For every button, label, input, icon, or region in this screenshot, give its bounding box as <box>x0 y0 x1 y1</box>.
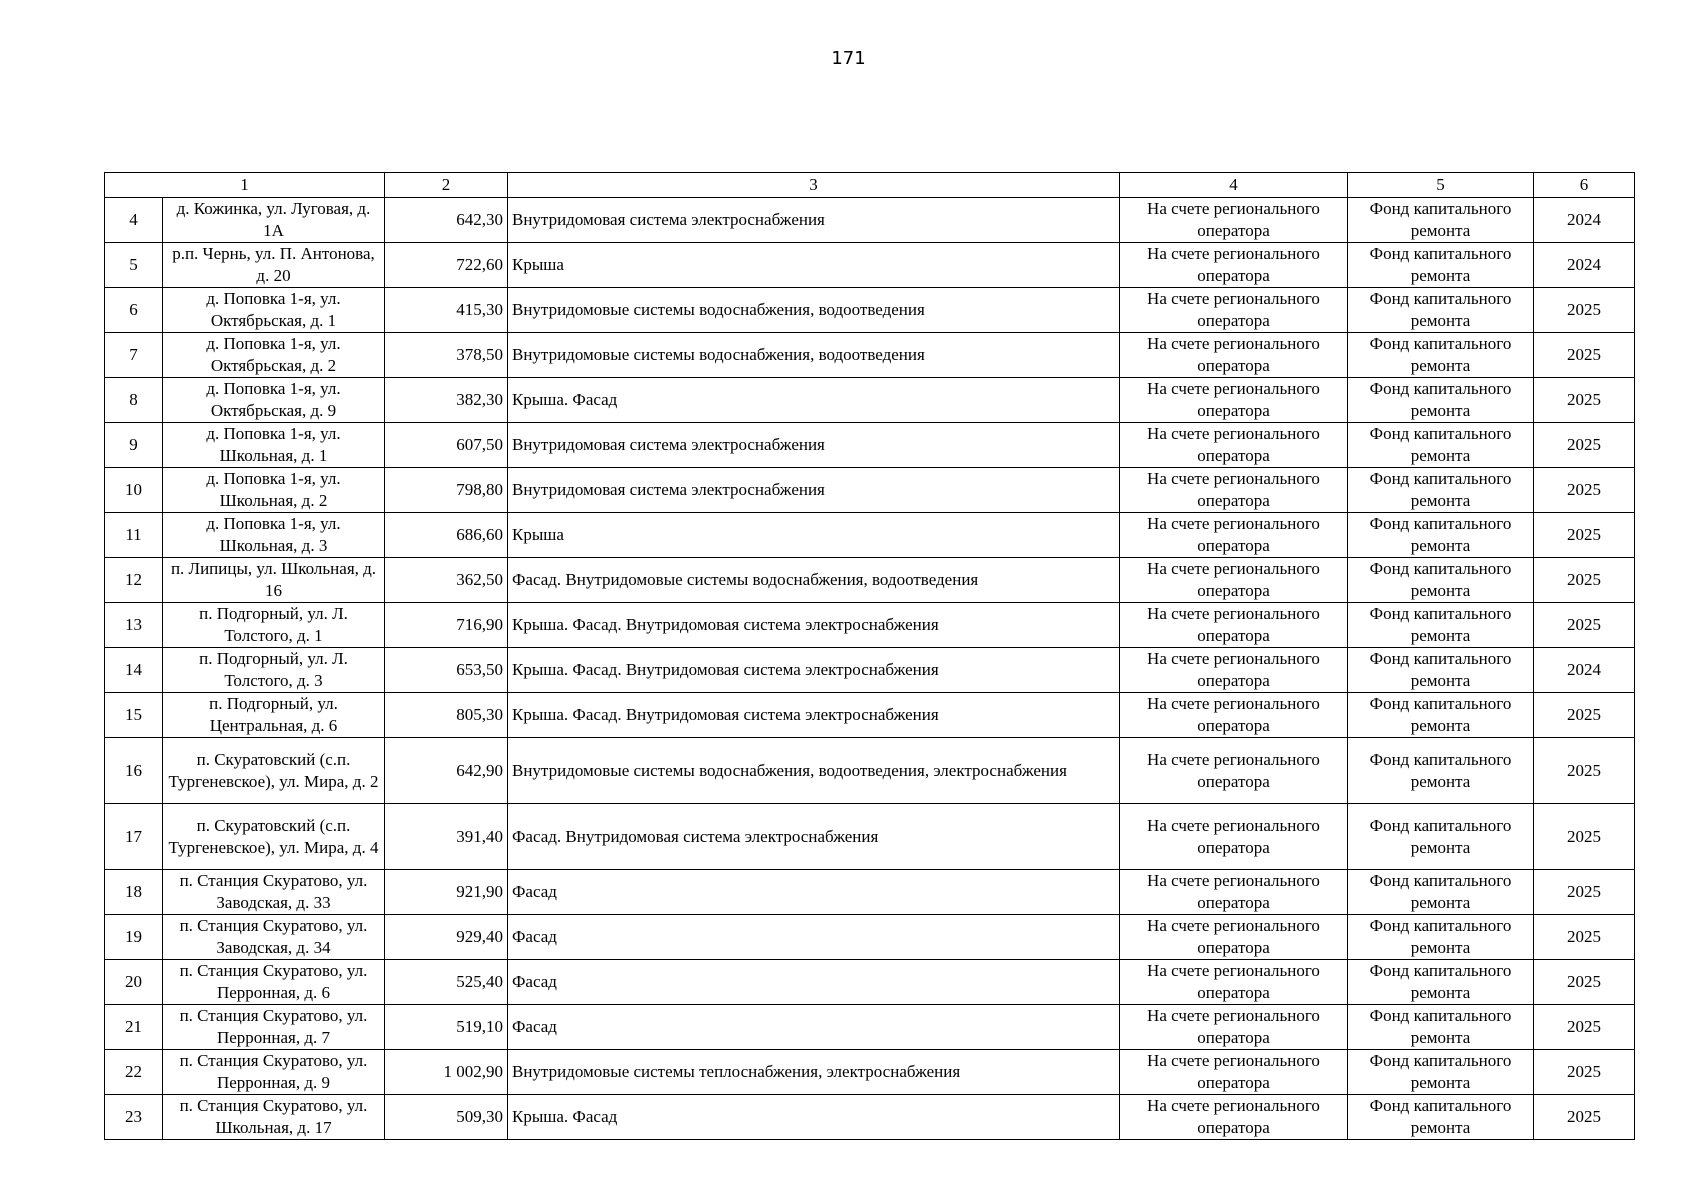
funding-method: На счете регионального оператора <box>1120 288 1348 333</box>
header-col-2: 2 <box>385 173 508 198</box>
year: 2025 <box>1534 1095 1635 1140</box>
funding-method: На счете регионального оператора <box>1120 738 1348 804</box>
address: п. Станция Скуратово, ул. Заводская, д. 33 <box>163 870 385 915</box>
row-number: 13 <box>105 603 163 648</box>
table-row <box>105 288 1635 333</box>
year: 2025 <box>1534 960 1635 1005</box>
work-type: Фасад. Внутридомовые системы водоснабжения, водоотведения <box>508 558 1120 603</box>
table-row <box>105 423 1635 468</box>
funding-source: Фонд капитального ремонта <box>1348 1095 1534 1140</box>
area: 722,60 <box>385 243 508 288</box>
area: 921,90 <box>385 870 508 915</box>
row-number: 6 <box>105 288 163 333</box>
funding-source: Фонд капитального ремонта <box>1348 558 1534 603</box>
area: 1 002,90 <box>385 1050 508 1095</box>
year: 2025 <box>1534 738 1635 804</box>
area: 391,40 <box>385 804 508 870</box>
year: 2025 <box>1534 558 1635 603</box>
work-type: Внутридомовые системы водоснабжения, водоотведения <box>508 288 1120 333</box>
address: п. Скуратовский (с.п. Тургеневское), ул. Мира, д. 4 <box>163 804 385 870</box>
funding-method: На счете регионального оператора <box>1120 468 1348 513</box>
work-type: Крыша <box>508 513 1120 558</box>
row-number: 19 <box>105 915 163 960</box>
funding-method: На счете регионального оператора <box>1120 870 1348 915</box>
funding-source: Фонд капитального ремонта <box>1348 960 1534 1005</box>
year: 2025 <box>1534 333 1635 378</box>
address: д. Поповка 1-я, ул. Октябрьская, д. 2 <box>163 333 385 378</box>
row-number: 16 <box>105 738 163 804</box>
header-col-6: 6 <box>1534 173 1635 198</box>
year: 2025 <box>1534 378 1635 423</box>
table-row <box>105 693 1635 738</box>
year: 2025 <box>1534 1005 1635 1050</box>
year: 2024 <box>1534 243 1635 288</box>
address: п. Скуратовский (с.п. Тургеневское), ул. Мира, д. 2 <box>163 738 385 804</box>
work-type: Внутридомовая система электроснабжения <box>508 423 1120 468</box>
table-row <box>105 603 1635 648</box>
work-type: Крыша <box>508 243 1120 288</box>
address: п. Станция Скуратово, ул. Школьная, д. 17 <box>163 1095 385 1140</box>
address: п. Подгорный, ул. Л. Толстого, д. 1 <box>163 603 385 648</box>
funding-method: На счете регионального оператора <box>1120 513 1348 558</box>
address: д. Кожинка, ул. Луговая, д. 1А <box>163 198 385 243</box>
row-number: 7 <box>105 333 163 378</box>
row-number: 14 <box>105 648 163 693</box>
work-type: Внутридомовая система электроснабжения <box>508 468 1120 513</box>
work-type: Крыша. Фасад <box>508 378 1120 423</box>
funding-source: Фонд капитального ремонта <box>1348 648 1534 693</box>
table-row <box>105 915 1635 960</box>
header-col-3: 3 <box>508 173 1120 198</box>
funding-source: Фонд капитального ремонта <box>1348 243 1534 288</box>
work-type: Крыша. Фасад <box>508 1095 1120 1140</box>
address: п. Станция Скуратово, ул. Перронная, д. 7 <box>163 1005 385 1050</box>
table-row <box>105 513 1635 558</box>
funding-source: Фонд капитального ремонта <box>1348 738 1534 804</box>
funding-method: На счете регионального оператора <box>1120 1005 1348 1050</box>
address: п. Станция Скуратово, ул. Заводская, д. 34 <box>163 915 385 960</box>
funding-source: Фонд капитального ремонта <box>1348 804 1534 870</box>
funding-method: На счете регионального оператора <box>1120 804 1348 870</box>
funding-method: На счете регионального оператора <box>1120 198 1348 243</box>
row-number: 15 <box>105 693 163 738</box>
row-number: 12 <box>105 558 163 603</box>
funding-source: Фонд капитального ремонта <box>1348 915 1534 960</box>
area: 382,30 <box>385 378 508 423</box>
area: 798,80 <box>385 468 508 513</box>
table-row <box>105 198 1635 243</box>
funding-method: На счете регионального оператора <box>1120 243 1348 288</box>
funding-source: Фонд капитального ремонта <box>1348 198 1534 243</box>
funding-source: Фонд капитального ремонта <box>1348 513 1534 558</box>
year: 2025 <box>1534 870 1635 915</box>
address: д. Поповка 1-я, ул. Школьная, д. 3 <box>163 513 385 558</box>
row-number: 5 <box>105 243 163 288</box>
header-col-5: 5 <box>1348 173 1534 198</box>
area: 607,50 <box>385 423 508 468</box>
row-number: 22 <box>105 1050 163 1095</box>
table-row <box>105 1050 1635 1095</box>
address: п. Подгорный, ул. Л. Толстого, д. 3 <box>163 648 385 693</box>
work-type: Крыша. Фасад. Внутридомовая система электроснабжения <box>508 693 1120 738</box>
funding-method: На счете регионального оператора <box>1120 693 1348 738</box>
area: 378,50 <box>385 333 508 378</box>
table-row <box>105 1095 1635 1140</box>
address: д. Поповка 1-я, ул. Октябрьская, д. 1 <box>163 288 385 333</box>
funding-source: Фонд капитального ремонта <box>1348 870 1534 915</box>
table-row <box>105 960 1635 1005</box>
row-number: 23 <box>105 1095 163 1140</box>
address: р.п. Чернь, ул. П. Антонова, д. 20 <box>163 243 385 288</box>
table-row <box>105 804 1635 870</box>
work-type: Внутридомовые системы водоснабжения, водоотведения <box>508 333 1120 378</box>
funding-method: На счете регионального оператора <box>1120 915 1348 960</box>
year: 2024 <box>1534 198 1635 243</box>
funding-method: На счете регионального оператора <box>1120 960 1348 1005</box>
area: 362,50 <box>385 558 508 603</box>
work-type: Фасад <box>508 960 1120 1005</box>
funding-method: На счете регионального оператора <box>1120 558 1348 603</box>
work-type: Внутридомовые системы теплоснабжения, электроснабжения <box>508 1050 1120 1095</box>
area: 642,90 <box>385 738 508 804</box>
table-row <box>105 378 1635 423</box>
funding-method: На счете регионального оператора <box>1120 423 1348 468</box>
header-col-1: 1 <box>105 173 385 198</box>
address: п. Станция Скуратово, ул. Перронная, д. 9 <box>163 1050 385 1095</box>
row-number: 9 <box>105 423 163 468</box>
header-row <box>105 173 1635 198</box>
table-row <box>105 558 1635 603</box>
table-row <box>105 468 1635 513</box>
capital-repair-table <box>104 172 1635 1140</box>
area: 653,50 <box>385 648 508 693</box>
area: 686,60 <box>385 513 508 558</box>
address: д. Поповка 1-я, ул. Октябрьская, д. 9 <box>163 378 385 423</box>
year: 2025 <box>1534 1050 1635 1095</box>
area: 519,10 <box>385 1005 508 1050</box>
funding-method: На счете регионального оператора <box>1120 648 1348 693</box>
row-number: 18 <box>105 870 163 915</box>
table-row <box>105 648 1635 693</box>
area: 415,30 <box>385 288 508 333</box>
funding-source: Фонд капитального ремонта <box>1348 603 1534 648</box>
funding-method: На счете регионального оператора <box>1120 333 1348 378</box>
row-number: 4 <box>105 198 163 243</box>
work-type: Фасад <box>508 1005 1120 1050</box>
address: п. Липицы, ул. Школьная, д. 16 <box>163 558 385 603</box>
funding-source: Фонд капитального ремонта <box>1348 693 1534 738</box>
year: 2025 <box>1534 468 1635 513</box>
row-number: 20 <box>105 960 163 1005</box>
work-type: Внутридомовые системы водоснабжения, водоотведения, электроснабжения <box>508 738 1120 804</box>
table-row <box>105 1005 1635 1050</box>
table-row <box>105 243 1635 288</box>
funding-source: Фонд капитального ремонта <box>1348 333 1534 378</box>
header-col-4: 4 <box>1120 173 1348 198</box>
area: 929,40 <box>385 915 508 960</box>
year: 2025 <box>1534 915 1635 960</box>
funding-source: Фонд капитального ремонта <box>1348 288 1534 333</box>
row-number: 8 <box>105 378 163 423</box>
work-type: Внутридомовая система электроснабжения <box>508 198 1120 243</box>
year: 2025 <box>1534 423 1635 468</box>
area: 805,30 <box>385 693 508 738</box>
funding-source: Фонд капитального ремонта <box>1348 1005 1534 1050</box>
year: 2025 <box>1534 804 1635 870</box>
year: 2025 <box>1534 693 1635 738</box>
funding-source: Фонд капитального ремонта <box>1348 468 1534 513</box>
funding-method: На счете регионального оператора <box>1120 603 1348 648</box>
year: 2024 <box>1534 648 1635 693</box>
year: 2025 <box>1534 603 1635 648</box>
row-number: 11 <box>105 513 163 558</box>
row-number: 21 <box>105 1005 163 1050</box>
work-type: Фасад <box>508 915 1120 960</box>
area: 716,90 <box>385 603 508 648</box>
work-type: Крыша. Фасад. Внутридомовая система электроснабжения <box>508 603 1120 648</box>
address: д. Поповка 1-я, ул. Школьная, д. 1 <box>163 423 385 468</box>
area: 642,30 <box>385 198 508 243</box>
funding-method: На счете регионального оператора <box>1120 1050 1348 1095</box>
funding-source: Фонд капитального ремонта <box>1348 378 1534 423</box>
funding-method: На счете регионального оператора <box>1120 1095 1348 1140</box>
row-number: 17 <box>105 804 163 870</box>
year: 2025 <box>1534 288 1635 333</box>
funding-source: Фонд капитального ремонта <box>1348 423 1534 468</box>
page-number: 171 <box>831 48 866 69</box>
funding-source: Фонд капитального ремонта <box>1348 1050 1534 1095</box>
table-row <box>105 870 1635 915</box>
table-row <box>105 333 1635 378</box>
area: 525,40 <box>385 960 508 1005</box>
table-row <box>105 738 1635 804</box>
address: п. Станция Скуратово, ул. Перронная, д. 6 <box>163 960 385 1005</box>
address: п. Подгорный, ул. Центральная, д. 6 <box>163 693 385 738</box>
work-type: Крыша. Фасад. Внутридомовая система электроснабжения <box>508 648 1120 693</box>
work-type: Фасад. Внутридомовая система электроснабжения <box>508 804 1120 870</box>
year: 2025 <box>1534 513 1635 558</box>
address: д. Поповка 1-я, ул. Школьная, д. 2 <box>163 468 385 513</box>
area: 509,30 <box>385 1095 508 1140</box>
row-number: 10 <box>105 468 163 513</box>
work-type: Фасад <box>508 870 1120 915</box>
funding-method: На счете регионального оператора <box>1120 378 1348 423</box>
